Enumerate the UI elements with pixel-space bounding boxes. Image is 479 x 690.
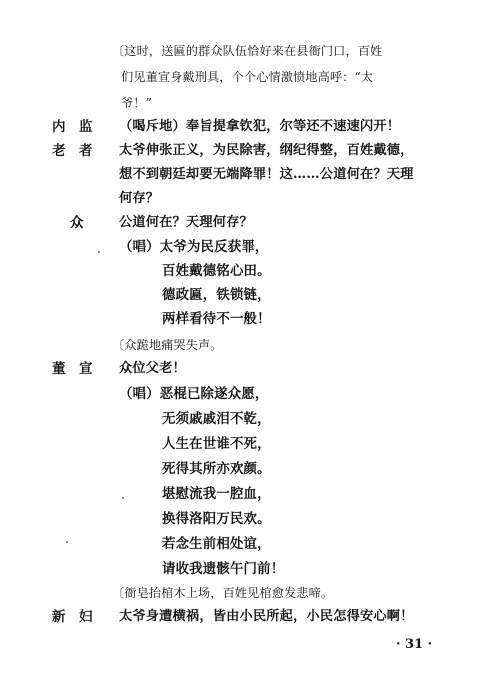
print-speck <box>66 541 68 543</box>
dialogue-text: 公道何在？天理何存？ <box>119 215 253 230</box>
speaker-name: 内 监 <box>52 119 93 135</box>
stage-direction-text: 〔这时，送匾的群众队伍恰好来在县衙门口，百姓 <box>112 44 383 58</box>
verse-text: 死得其所亦欢颜。 <box>162 461 271 477</box>
dialogue-text: 众位父老！ <box>119 361 186 376</box>
verse-text: 两样看待不一般！ <box>162 311 271 327</box>
verse-text: 无须戚戚泪不乾， <box>162 411 271 427</box>
dialogue-text: 太爷身遭横祸，皆由小民所起，小民怎得安心啊！ <box>119 609 414 624</box>
verse-text: 若念生前相处谊， <box>162 536 271 552</box>
print-speck <box>122 497 124 499</box>
speaker-name: 董 宣 <box>52 361 93 377</box>
print-speck <box>98 251 100 253</box>
verse-text: （唱）恶棍已除遂众愿， <box>119 386 269 402</box>
dialogue-text: 何存？ <box>119 191 160 206</box>
speaker-name: 老 者 <box>52 143 93 159</box>
stage-direction-text: 们见董宣身戴刑具，个个心情激愤地高呼：“太 <box>121 70 374 84</box>
stage-direction-text: 〔众跪地痛哭失声。 <box>112 338 223 352</box>
verse-text: 德政匾，铁锁链， <box>162 287 271 303</box>
speaker-name: 众 <box>70 215 84 231</box>
dialogue-text: 想不到朝廷却要无端降罪！这……公道何在？天理 <box>119 167 414 182</box>
verse-text: 人生在世谁不死， <box>162 436 271 452</box>
dialogue-text: （喝斥地）奉旨提拿钦犯，尔等还不速速闪开！ <box>119 119 401 134</box>
verse-text: 请收我遗骸午门前！ <box>162 561 285 577</box>
dialogue-text: 太爷伸张正义，为民除害，纲纪得整，百姓戴德， <box>119 143 414 158</box>
stage-direction-text: 〔衙皂抬棺木上场，百姓见棺愈发悲啼。 <box>112 586 334 600</box>
verse-text: 堪慰流我一腔血， <box>162 486 271 502</box>
verse-text: （唱）太爷为民反获罪， <box>119 239 269 255</box>
page-number: · 31 · <box>396 637 433 652</box>
speaker-name: 新 妇 <box>52 609 93 625</box>
verse-text: 百姓戴德铭心田。 <box>162 263 271 279</box>
stage-direction-text: 爷！” <box>121 96 152 110</box>
verse-text: 换得洛阳万民欢。 <box>162 511 271 527</box>
